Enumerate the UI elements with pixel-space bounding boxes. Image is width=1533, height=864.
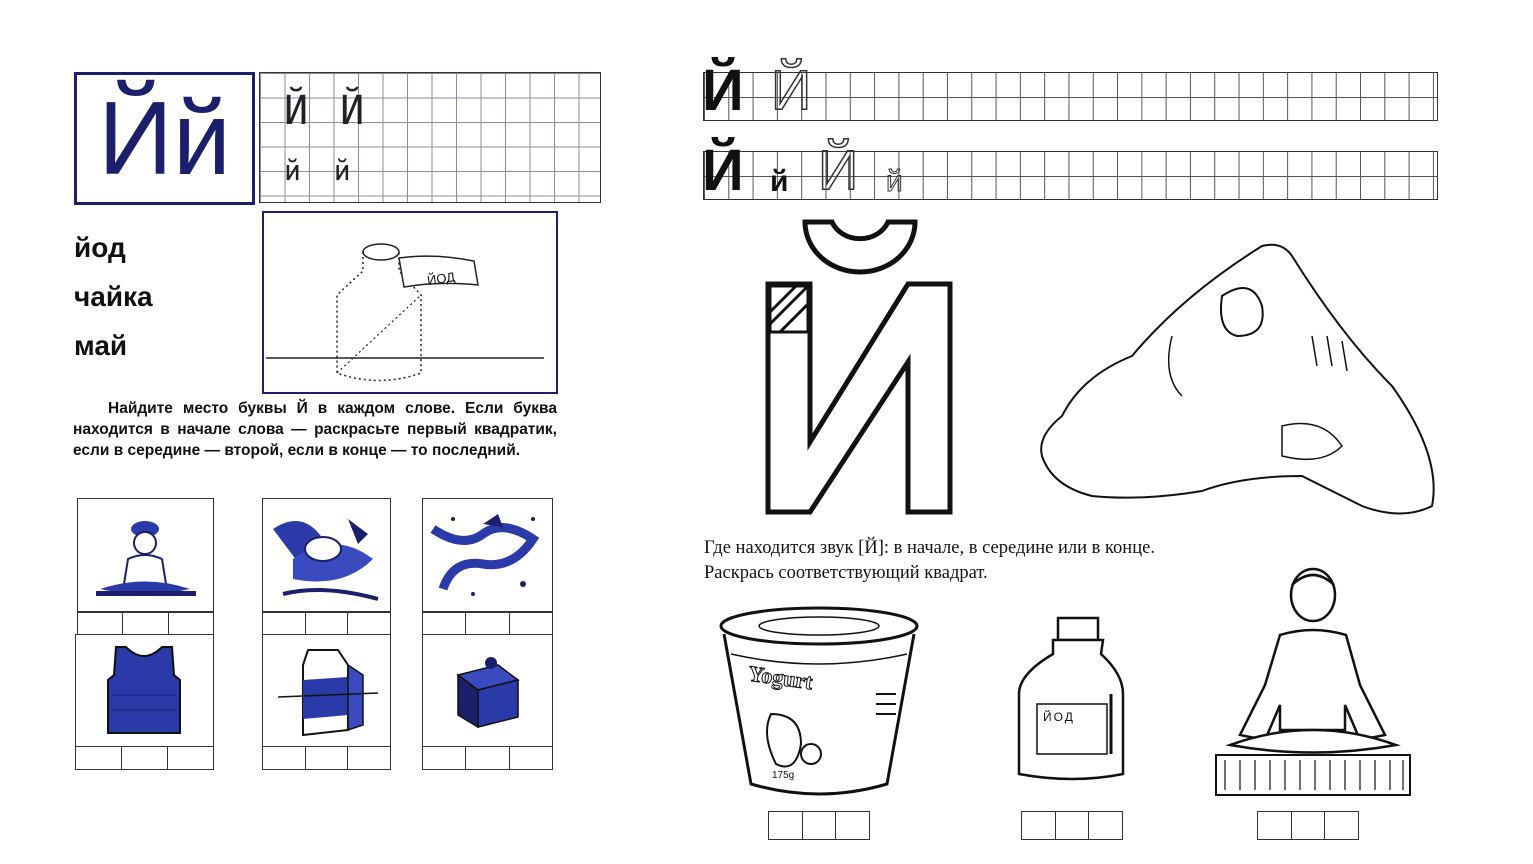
- word-chaika: чайка: [74, 281, 153, 312]
- answer-squares-seagulls[interactable]: [262, 611, 391, 635]
- iodine-bottle-illustration: [262, 211, 558, 394]
- answer-squares-yogurt[interactable]: [768, 811, 870, 840]
- row1-letter-dotted: Й: [771, 58, 812, 121]
- river-icon: [423, 499, 552, 612]
- writing-row-2: [703, 151, 1438, 200]
- answer-squares-gift-box[interactable]: [422, 746, 553, 770]
- yoga-stretch-figure: [1022, 236, 1442, 521]
- iodine-bottle-icon: [1013, 614, 1127, 784]
- row1-letter-solid: Й: [702, 58, 744, 123]
- tank-top-icon: [76, 635, 213, 746]
- word-mai: май: [74, 330, 128, 361]
- bottle-drawing-icon: [264, 213, 556, 392]
- answer-squares-tank-top[interactable]: [75, 746, 214, 770]
- yogurt-weight: 175g: [772, 770, 795, 781]
- gift-box-icon: [423, 635, 552, 746]
- bottle-label: ЙОД: [426, 269, 456, 288]
- answer-squares-yogi[interactable]: [1257, 811, 1359, 840]
- row2-letter-dotted: Й: [818, 138, 859, 201]
- yogurt-cup-icon: [716, 604, 922, 799]
- picture-river: [422, 498, 553, 613]
- title-letter-box: [74, 72, 255, 205]
- picture-gift-box: [422, 634, 553, 747]
- picture-tank-top: [75, 634, 214, 747]
- picture-milk-carton: [262, 634, 391, 747]
- big-outline-letter: [760, 212, 960, 518]
- answer-squares-milk-carton[interactable]: [262, 746, 391, 770]
- right-instruction-line2: Раскрась соответствующий квадрат.: [704, 563, 988, 583]
- milk-carton-icon: [263, 635, 390, 746]
- title-letters: Йй: [98, 80, 231, 197]
- seagull-icon: [263, 499, 390, 612]
- answer-squares-river[interactable]: [422, 611, 553, 635]
- picture-yogi: [77, 498, 214, 613]
- iodine-label: ЙОД: [1043, 710, 1075, 724]
- row2-small-dotted: й: [886, 165, 903, 198]
- answer-squares-yogi[interactable]: [77, 611, 214, 635]
- trace-row-1: Й Й: [284, 88, 369, 134]
- left-instruction: Найдите место буквы Й в каждом слове. Если буква находится в начале слова — раскрасьте первый квадратик, если в середине — второй, если в конце — то последний.: [73, 400, 557, 459]
- answer-squares-iodine[interactable]: [1021, 811, 1123, 840]
- right-instruction-line1: Где находится звук [Й]: в начале, в середине или в конце.: [704, 538, 1155, 558]
- yogurt-brand: Yogurt: [746, 660, 815, 695]
- trace-row-2: й й: [284, 154, 359, 187]
- meditating-yogi-icon: [1210, 565, 1416, 801]
- yogi-icon: [78, 499, 213, 612]
- right-instruction: [704, 536, 1155, 586]
- picture-seagulls: [262, 498, 391, 613]
- row2-letter-solid: Й: [702, 138, 744, 203]
- row2-small-solid: й: [770, 165, 789, 198]
- word-yod: йод: [74, 232, 126, 263]
- writing-row-1: [703, 72, 1438, 121]
